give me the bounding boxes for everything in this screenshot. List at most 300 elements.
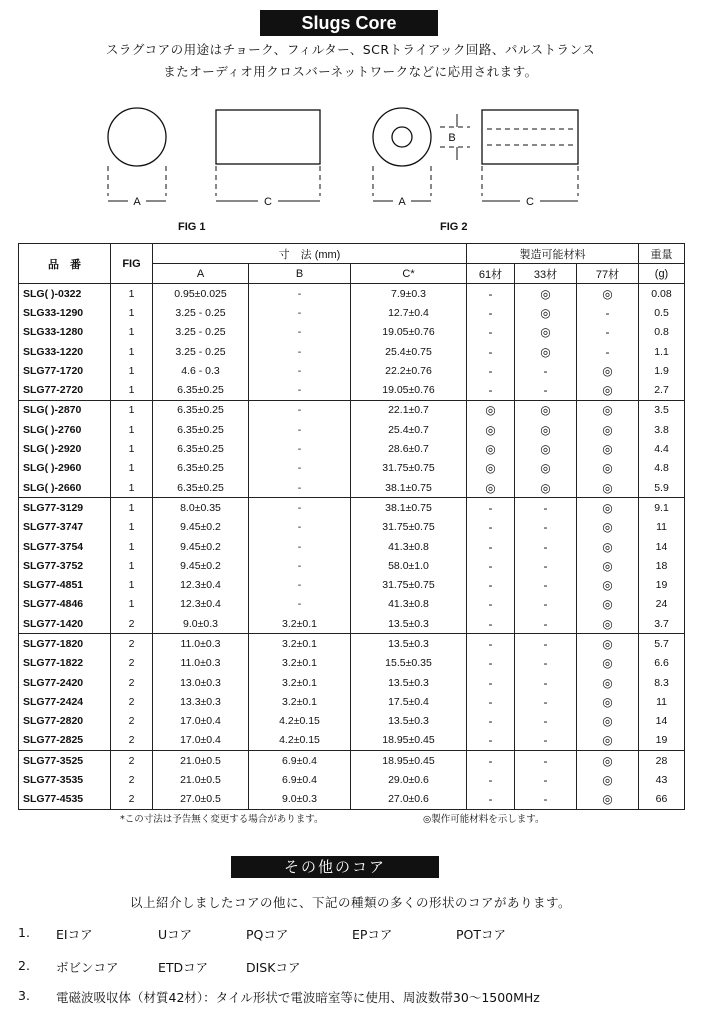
fig1-side-view [216, 110, 320, 164]
dim-b: 9.0±0.3 [249, 790, 351, 810]
dim-b: - [249, 303, 351, 322]
fig-number: 1 [111, 556, 153, 575]
fig-number: 1 [111, 439, 153, 458]
dim-c: 19.05±0.76 [351, 323, 467, 342]
dim-c: 31.75±0.75 [351, 518, 467, 537]
dim-c: 7.9±0.3 [351, 284, 467, 304]
part-number: SLG77-3535 [19, 770, 111, 789]
table-row [19, 284, 685, 304]
table-row [19, 537, 685, 556]
fig-number: 2 [111, 673, 153, 692]
dim-b: - [249, 518, 351, 537]
material-61: ◎ [467, 478, 515, 498]
fig-number: 1 [111, 400, 153, 420]
dim-c: 41.3±0.8 [351, 595, 467, 614]
header-b: B [249, 264, 351, 284]
header-77: 77材 [577, 264, 639, 284]
fig2-bore [392, 127, 412, 147]
header-part: 品 番 [19, 244, 111, 284]
material-33: - [515, 692, 577, 711]
dim-c: 25.4±0.75 [351, 342, 467, 361]
material-61: - [467, 790, 515, 810]
material-77: ◎ [577, 790, 639, 810]
part-number: SLG77-2820 [19, 712, 111, 731]
material-61: - [467, 498, 515, 518]
material-77: ◎ [577, 595, 639, 614]
dim-b: - [249, 575, 351, 594]
material-61: - [467, 303, 515, 322]
weight: 11 [639, 692, 685, 711]
list-entry: 電磁波吸収体（材質42材）：タイル形状で電波暗室等に使用、周波数帯30～1500MHz [56, 990, 540, 1005]
dim-a: 27.0±0.5 [153, 790, 249, 810]
dim-a: 11.0±0.3 [153, 654, 249, 673]
dim-b: 6.9±0.4 [249, 770, 351, 789]
dim-c: 13.5±0.3 [351, 634, 467, 654]
weight: 43 [639, 770, 685, 789]
dim-b: 4.2±0.15 [249, 712, 351, 731]
header-61: 61材 [467, 264, 515, 284]
material-33: - [515, 712, 577, 731]
material-77: - [577, 323, 639, 342]
dim-a: 3.25 - 0.25 [153, 303, 249, 322]
weight: 11 [639, 518, 685, 537]
fig-number: 1 [111, 284, 153, 304]
material-33: - [515, 537, 577, 556]
dim-a: 8.0±0.35 [153, 498, 249, 518]
dim-b: 3.2±0.1 [249, 673, 351, 692]
dim-a: 3.25 - 0.25 [153, 323, 249, 342]
dim-c: 22.1±0.7 [351, 400, 467, 420]
fig-number: 1 [111, 342, 153, 361]
material-61: - [467, 731, 515, 751]
dim-a: 4.6 - 0.3 [153, 361, 249, 380]
other-cores-intro: 以上紹介しましたコアの他に、下記の種類の多くの形状のコアがあります。 [129, 895, 571, 910]
spec-table [18, 243, 685, 810]
fig-number: 2 [111, 731, 153, 751]
dim-b: - [249, 439, 351, 458]
note-dimensions: *この寸法は予告無く変更する場合があります。 [120, 814, 324, 825]
material-61: - [467, 614, 515, 634]
fig-number: 1 [111, 303, 153, 322]
spec-table-body [19, 284, 685, 810]
material-77: ◎ [577, 770, 639, 789]
dim-b: - [249, 380, 351, 400]
material-33: - [515, 380, 577, 400]
part-number: SLG33-1220 [19, 342, 111, 361]
material-33: - [515, 634, 577, 654]
part-number: SLG77-2424 [19, 692, 111, 711]
dim-b: - [249, 595, 351, 614]
dim-a: 21.0±0.5 [153, 770, 249, 789]
fig-number: 1 [111, 575, 153, 594]
fig2-side-view [482, 110, 578, 164]
material-33: - [515, 731, 577, 751]
header-33: 33材 [515, 264, 577, 284]
intro-line-1: スラグコアの用途はチョーク、フィルター、SCRトライアック回路、パルストランス [105, 42, 596, 57]
dim-c: 38.1±0.75 [351, 478, 467, 498]
table-row [19, 361, 685, 380]
table-row [19, 654, 685, 673]
material-77: - [577, 342, 639, 361]
fig-number: 1 [111, 595, 153, 614]
material-61: - [467, 323, 515, 342]
dim-b: - [249, 498, 351, 518]
material-33: - [515, 518, 577, 537]
fig-number: 2 [111, 712, 153, 731]
part-number: SLG77-2825 [19, 731, 111, 751]
table-row [19, 634, 685, 654]
material-61: - [467, 712, 515, 731]
material-33: ◎ [515, 420, 577, 439]
dim-a: 6.35±0.25 [153, 439, 249, 458]
weight: 3.8 [639, 420, 685, 439]
fig-number: 2 [111, 790, 153, 810]
weight: 18 [639, 556, 685, 575]
fig-number: 1 [111, 518, 153, 537]
part-number: SLG77-1820 [19, 634, 111, 654]
note-materials: ◎製作可能材料を示します。 [423, 814, 545, 825]
weight: 1.1 [639, 342, 685, 361]
part-number: SLG33-1280 [19, 323, 111, 342]
material-61: - [467, 380, 515, 400]
part-number: SLG77-3129 [19, 498, 111, 518]
list-entry: PQコア [246, 927, 289, 942]
part-number: SLG77-3754 [19, 537, 111, 556]
material-61: - [467, 575, 515, 594]
material-33: - [515, 556, 577, 575]
material-61: - [467, 284, 515, 304]
header-weight-unit: (g) [639, 264, 685, 284]
material-61: - [467, 673, 515, 692]
fig2-dim-a: A [398, 196, 406, 208]
part-number: SLG77-2420 [19, 673, 111, 692]
material-61: - [467, 518, 515, 537]
dim-b: 3.2±0.1 [249, 654, 351, 673]
part-number: SLG( )-0322 [19, 284, 111, 304]
part-number: SLG( )-2960 [19, 459, 111, 478]
intro-line-2: またオーディオ用クロスバーネットワークなどに応用されます。 [163, 64, 538, 79]
dim-a: 9.0±0.3 [153, 614, 249, 634]
dim-a: 12.3±0.4 [153, 595, 249, 614]
material-77: ◎ [577, 575, 639, 594]
material-77: ◎ [577, 439, 639, 458]
material-77: ◎ [577, 380, 639, 400]
table-row [19, 459, 685, 478]
fig1-end-view [108, 108, 166, 166]
fig2-dim-c: C [526, 196, 534, 208]
part-number: SLG77-1420 [19, 614, 111, 634]
material-77: - [577, 303, 639, 322]
material-61: ◎ [467, 400, 515, 420]
dim-b: 6.9±0.4 [249, 751, 351, 771]
material-77: ◎ [577, 731, 639, 751]
material-61: - [467, 556, 515, 575]
table-row [19, 518, 685, 537]
fig-number: 1 [111, 537, 153, 556]
weight: 9.1 [639, 498, 685, 518]
material-77: ◎ [577, 692, 639, 711]
weight: 3.5 [639, 400, 685, 420]
fig1-dim-c: C [264, 196, 272, 208]
material-33: ◎ [515, 439, 577, 458]
material-33: ◎ [515, 323, 577, 342]
dim-a: 12.3±0.4 [153, 575, 249, 594]
table-row [19, 731, 685, 751]
weight: 1.9 [639, 361, 685, 380]
material-61: ◎ [467, 420, 515, 439]
dim-b: - [249, 478, 351, 498]
dim-a: 6.35±0.25 [153, 459, 249, 478]
material-77: ◎ [577, 361, 639, 380]
weight: 0.5 [639, 303, 685, 322]
material-33: - [515, 361, 577, 380]
table-row [19, 498, 685, 518]
material-33: - [515, 575, 577, 594]
header-c: C* [351, 264, 467, 284]
fig-number: 2 [111, 770, 153, 789]
part-number: SLG77-4846 [19, 595, 111, 614]
dim-c: 13.5±0.3 [351, 712, 467, 731]
dim-a: 17.0±0.4 [153, 731, 249, 751]
material-33: - [515, 614, 577, 634]
dim-c: 19.05±0.76 [351, 380, 467, 400]
dim-a: 9.45±0.2 [153, 518, 249, 537]
dim-b: 3.2±0.1 [249, 692, 351, 711]
dim-a: 17.0±0.4 [153, 712, 249, 731]
list-number: 1. [18, 925, 30, 940]
list-entry: POTコア [456, 927, 507, 942]
fig-number: 2 [111, 751, 153, 771]
part-number: SLG77-4535 [19, 790, 111, 810]
material-77: ◎ [577, 478, 639, 498]
table-row [19, 575, 685, 594]
weight: 6.6 [639, 654, 685, 673]
dim-c: 58.0±1.0 [351, 556, 467, 575]
list-number: 2. [18, 958, 30, 973]
weight: 8.3 [639, 673, 685, 692]
weight: 14 [639, 537, 685, 556]
dim-c: 18.95±0.45 [351, 751, 467, 771]
material-33: ◎ [515, 303, 577, 322]
weight: 19 [639, 575, 685, 594]
dim-a: 13.0±0.3 [153, 673, 249, 692]
dim-c: 27.0±0.6 [351, 790, 467, 810]
table-row [19, 400, 685, 420]
list-entry: DISKコア [246, 960, 301, 975]
weight: 4.4 [639, 439, 685, 458]
material-33: ◎ [515, 342, 577, 361]
material-77: ◎ [577, 284, 639, 304]
material-77: ◎ [577, 614, 639, 634]
material-77: ◎ [577, 556, 639, 575]
dim-a: 6.35±0.25 [153, 478, 249, 498]
dim-a: 6.35±0.25 [153, 380, 249, 400]
material-77: ◎ [577, 673, 639, 692]
material-33: - [515, 654, 577, 673]
dim-b: - [249, 459, 351, 478]
part-number: SLG( )-2870 [19, 400, 111, 420]
material-33: - [515, 790, 577, 810]
dim-b: - [249, 361, 351, 380]
dim-c: 17.5±0.4 [351, 692, 467, 711]
part-number: SLG77-4851 [19, 575, 111, 594]
list-entry: EIコア [56, 927, 93, 942]
weight: 5.9 [639, 478, 685, 498]
dim-c: 28.6±0.7 [351, 439, 467, 458]
header-dims: 寸 法 (mm) [153, 244, 467, 264]
weight: 0.08 [639, 284, 685, 304]
part-number: SLG77-3752 [19, 556, 111, 575]
material-77: ◎ [577, 537, 639, 556]
material-77: ◎ [577, 498, 639, 518]
page-title: Slugs Core [260, 10, 438, 36]
part-number: SLG( )-2660 [19, 478, 111, 498]
dim-c: 38.1±0.75 [351, 498, 467, 518]
material-33: - [515, 751, 577, 771]
list-number: 3. [18, 988, 30, 1003]
table-row [19, 303, 685, 322]
material-77: ◎ [577, 751, 639, 771]
material-33: ◎ [515, 478, 577, 498]
fig1-dim-a: A [133, 196, 141, 208]
table-row [19, 420, 685, 439]
dim-b: - [249, 420, 351, 439]
material-61: - [467, 692, 515, 711]
material-77: ◎ [577, 420, 639, 439]
fig-number: 1 [111, 478, 153, 498]
material-61: - [467, 770, 515, 789]
fig-number: 1 [111, 498, 153, 518]
dim-b: - [249, 537, 351, 556]
material-33: - [515, 770, 577, 789]
material-33: - [515, 498, 577, 518]
other-cores-title: その他のコア [231, 856, 439, 878]
material-61: - [467, 634, 515, 654]
table-row [19, 380, 685, 400]
part-number: SLG77-3747 [19, 518, 111, 537]
part-number: SLG( )-2920 [19, 439, 111, 458]
weight: 3.7 [639, 614, 685, 634]
material-61: - [467, 751, 515, 771]
fig2-label: FIG 2 [440, 221, 468, 233]
dim-c: 31.75±0.75 [351, 459, 467, 478]
dim-c: 15.5±0.35 [351, 654, 467, 673]
table-row [19, 342, 685, 361]
dim-c: 18.95±0.45 [351, 731, 467, 751]
dim-c: 13.5±0.3 [351, 673, 467, 692]
header-fig: FIG [111, 244, 153, 284]
list-entry: EPコア [352, 927, 393, 942]
table-row [19, 323, 685, 342]
material-61: ◎ [467, 439, 515, 458]
material-61: - [467, 654, 515, 673]
dim-b: - [249, 284, 351, 304]
dim-a: 9.45±0.2 [153, 537, 249, 556]
table-row [19, 556, 685, 575]
dim-b: 3.2±0.1 [249, 614, 351, 634]
dim-c: 41.3±0.8 [351, 537, 467, 556]
dim-c: 12.7±0.4 [351, 303, 467, 322]
weight: 4.8 [639, 459, 685, 478]
dim-a: 11.0±0.3 [153, 634, 249, 654]
dim-c: 31.75±0.75 [351, 575, 467, 594]
list-entry: ボビンコア [56, 960, 119, 975]
dim-a: 0.95±0.025 [153, 284, 249, 304]
part-number: SLG77-1822 [19, 654, 111, 673]
material-77: ◎ [577, 654, 639, 673]
part-number: SLG77-2720 [19, 380, 111, 400]
weight: 14 [639, 712, 685, 731]
fig-number: 1 [111, 459, 153, 478]
dim-b: - [249, 556, 351, 575]
dim-b: 3.2±0.1 [249, 634, 351, 654]
table-row [19, 439, 685, 458]
dim-c: 25.4±0.7 [351, 420, 467, 439]
fig2-dim-b: B [448, 132, 456, 144]
weight: 5.7 [639, 634, 685, 654]
table-row [19, 751, 685, 771]
material-61: ◎ [467, 459, 515, 478]
table-row [19, 614, 685, 634]
material-77: ◎ [577, 518, 639, 537]
material-61: - [467, 595, 515, 614]
material-61: - [467, 537, 515, 556]
material-33: ◎ [515, 459, 577, 478]
weight: 0.8 [639, 323, 685, 342]
list-entry: Uコア [158, 927, 193, 942]
material-77: ◎ [577, 400, 639, 420]
material-33: - [515, 673, 577, 692]
table-row [19, 790, 685, 810]
table-row [19, 673, 685, 692]
material-61: - [467, 361, 515, 380]
dim-a: 6.35±0.25 [153, 400, 249, 420]
material-33: ◎ [515, 284, 577, 304]
weight: 28 [639, 751, 685, 771]
header-a: A [153, 264, 249, 284]
part-number: SLG( )-2760 [19, 420, 111, 439]
material-33: ◎ [515, 400, 577, 420]
part-number: SLG77-1720 [19, 361, 111, 380]
dim-a: 13.3±0.3 [153, 692, 249, 711]
dim-a: 3.25 - 0.25 [153, 342, 249, 361]
dim-b: - [249, 342, 351, 361]
dim-a: 21.0±0.5 [153, 751, 249, 771]
weight: 19 [639, 731, 685, 751]
fig-number: 2 [111, 634, 153, 654]
fig-number: 1 [111, 380, 153, 400]
fig-number: 1 [111, 420, 153, 439]
dim-c: 22.2±0.76 [351, 361, 467, 380]
dim-b: 4.2±0.15 [249, 731, 351, 751]
weight: 24 [639, 595, 685, 614]
dim-b: - [249, 323, 351, 342]
material-77: ◎ [577, 712, 639, 731]
table-row [19, 595, 685, 614]
list-entry: ETDコア [158, 960, 209, 975]
header-materials: 製造可能材料 [467, 244, 639, 264]
dim-c: 29.0±0.6 [351, 770, 467, 789]
material-61: - [467, 342, 515, 361]
material-77: ◎ [577, 634, 639, 654]
dim-b: - [249, 400, 351, 420]
part-number: SLG33-1290 [19, 303, 111, 322]
figure-drawings [0, 92, 701, 222]
table-row [19, 692, 685, 711]
part-number: SLG77-3525 [19, 751, 111, 771]
fig-number: 2 [111, 692, 153, 711]
fig-number: 1 [111, 323, 153, 342]
